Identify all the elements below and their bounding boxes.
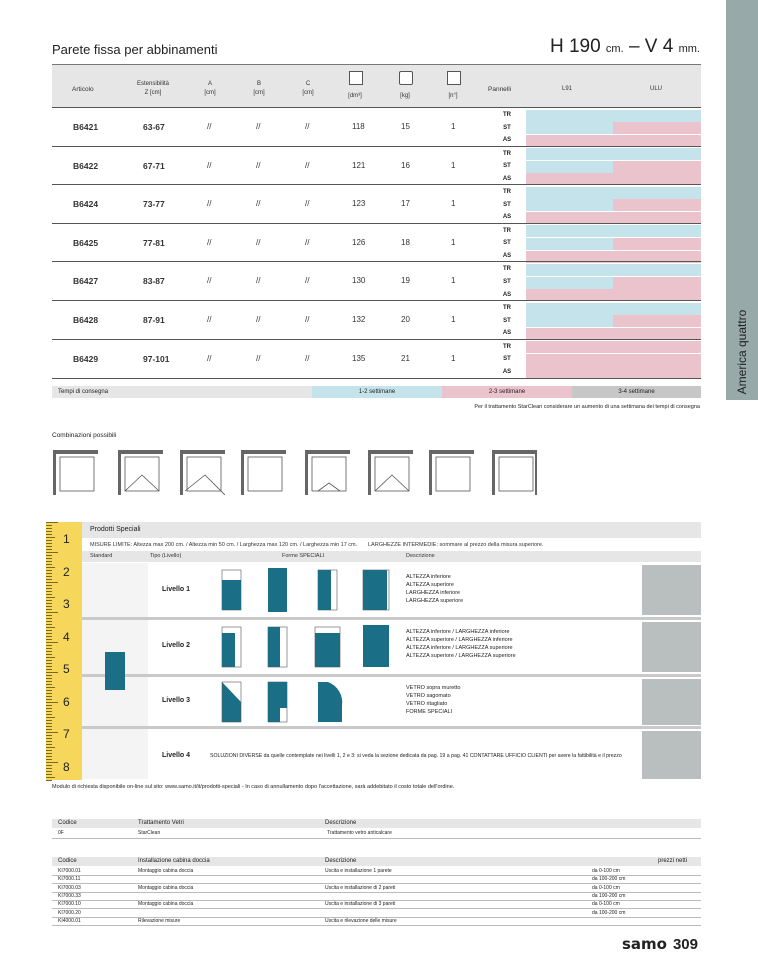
cell-b: // <box>256 237 261 247</box>
footer-brand <box>622 935 698 953</box>
treat-col-tratt: Trattamento Vetri <box>138 820 184 826</box>
panel-st: ST <box>503 279 511 285</box>
l91-availability <box>526 187 613 199</box>
cell-kg: 16 <box>401 160 410 170</box>
panel-st: ST <box>503 201 511 208</box>
cell-code: B6422 <box>73 160 99 171</box>
level-4-price <box>642 731 701 779</box>
ruler-number: 2 <box>63 564 70 579</box>
side-tab <box>726 0 758 400</box>
cell-b: // <box>256 315 261 324</box>
l91-availability <box>526 225 613 237</box>
cell-code: B6425 <box>73 237 99 248</box>
level-1-price <box>642 565 701 615</box>
cell-n: 1 <box>451 353 456 363</box>
combination-diagram <box>367 449 413 495</box>
cell-dm3: 126 <box>352 237 366 247</box>
cell-code: B6427 <box>73 276 99 287</box>
panel-st: ST <box>503 163 511 170</box>
cell-a: // <box>207 353 212 363</box>
combination-diagram <box>240 449 286 495</box>
ruler-number: 8 <box>63 759 70 774</box>
ruler-number: 7 <box>63 727 70 741</box>
page-number: 309 <box>672 936 698 953</box>
l91-availability <box>526 354 613 366</box>
row-divider <box>52 107 701 108</box>
panel-as: AS <box>502 175 512 182</box>
level-1-shapes <box>210 567 400 613</box>
ruler-number: 5 <box>63 662 70 676</box>
delivery-label: Tempi di consegna <box>58 389 109 395</box>
cell-n: 1 <box>451 276 456 286</box>
cell-b: // <box>256 276 261 286</box>
table-row: KI7000.10 Montaggio cabina doccia Uscita e installazione di 3 pareti da 0-100 cm <box>52 900 701 909</box>
special-title: Prodotti Speciali <box>90 526 141 533</box>
ulu-availability <box>613 199 701 211</box>
level-separator <box>82 617 701 620</box>
cell-dm3: 130 <box>352 276 366 286</box>
panel-as: AS <box>502 291 512 298</box>
row-divider <box>52 339 701 340</box>
inst-col-price: prezzi netti <box>658 858 688 864</box>
package-count-icon <box>447 71 461 85</box>
cell-dm3: 135 <box>352 353 366 363</box>
dimensions-headline: H 190 cm. – V 4 mm. <box>549 36 700 57</box>
cell-z: 83-87 <box>143 276 165 287</box>
level-2-price <box>642 622 701 672</box>
cell-dm3: 118 <box>352 122 365 131</box>
combination-diagram <box>117 449 163 495</box>
panel-as: AS <box>502 214 512 221</box>
cell-dm3: 121 <box>352 160 366 170</box>
table-row: KI7000.11 da 100-200 cm <box>52 875 701 884</box>
table-header <box>52 65 701 107</box>
cell-a: // <box>207 315 212 324</box>
col-standard: Standard <box>90 553 113 559</box>
l91-availability <box>526 277 613 289</box>
table-row: KI7000.01 Montaggio cabina doccia Uscita e installazione 1 parete da 0-100 cm <box>52 867 701 876</box>
row-divider <box>52 223 701 224</box>
l91-availability <box>526 341 613 353</box>
l91-availability <box>526 110 613 122</box>
ulu-availability <box>613 148 701 160</box>
combination-diagram <box>428 449 474 495</box>
cell-kg: 18 <box>401 237 410 247</box>
level-1-description: ALTEZZA inferiore ALTEZZA superiore LARGHEZZA inferiore LARGHEZZA superiore <box>406 574 464 604</box>
cell-c: // <box>305 353 310 363</box>
level-2-description: ALTEZZA inferiore / LARGHEZZA inferiore ALTEZZA superiore / LARGHEZZA inferiore ALTEZZA inferiore / LARGHEZZA superiore ALTEZZA superiore / LARGHEZZA superiore <box>406 629 516 659</box>
box-volume-icon <box>349 71 363 85</box>
ulu-availability <box>613 366 701 378</box>
ulu-availability <box>613 238 701 250</box>
cell-z: 77-81 <box>143 237 165 248</box>
col-articolo: Articolo <box>72 86 94 93</box>
treat-col-desc: Descrizione <box>325 820 357 826</box>
cell-n: 1 <box>451 199 456 209</box>
level-3-label: Livello 3 <box>162 697 191 704</box>
measuring-tape-graphic <box>46 522 82 780</box>
row-divider <box>52 378 701 379</box>
cell-kg: 17 <box>401 199 410 209</box>
cell-b: // <box>256 353 261 363</box>
cell-n: 1 <box>451 160 456 170</box>
panel-st: ST <box>503 317 511 324</box>
cell-n: 1 <box>451 237 456 247</box>
weight-icon <box>399 71 413 85</box>
cell-z: 87-91 <box>143 315 165 325</box>
page-title: Parete fissa per abbinamenti <box>52 42 218 57</box>
cell-z: 63-67 <box>143 122 165 132</box>
level-3-price <box>642 679 701 725</box>
col-n: [n°] <box>448 93 458 99</box>
combinations-label: Combinazioni possibili <box>52 432 117 439</box>
cell-code: B6421 <box>73 122 99 132</box>
l91-availability <box>526 303 613 315</box>
row-divider <box>52 146 701 147</box>
cell-a: // <box>207 122 212 131</box>
delivery-3-4: 3-4 settimane <box>572 386 701 398</box>
panel-tr: TR <box>503 305 511 311</box>
side-tab-label: America quattro <box>735 309 749 395</box>
cell-c: // <box>305 199 310 209</box>
combination-diagram <box>179 449 225 495</box>
col-forme: Forme SPECIALI <box>282 553 325 559</box>
special-products-header <box>82 522 701 538</box>
cell-z: 73-77 <box>143 199 165 210</box>
brand-logo: samo <box>621 935 667 953</box>
cell-z: 67-71 <box>143 160 165 171</box>
panel-as: AS <box>502 368 512 375</box>
cell-b: // <box>256 199 261 209</box>
l91-availability <box>526 264 613 276</box>
l91-availability <box>526 148 613 160</box>
cell-a: // <box>207 160 212 170</box>
panel-st: ST <box>503 124 511 131</box>
ruler-number: 3 <box>63 597 70 611</box>
l91-availability <box>526 315 613 327</box>
cell-a: // <box>207 237 212 247</box>
treatment-header <box>52 819 701 828</box>
cell-dm3: 123 <box>352 199 366 209</box>
level-2-label: Livello 2 <box>162 642 191 649</box>
cell-c: // <box>305 237 310 247</box>
cell-kg: 20 <box>401 315 410 324</box>
cell-b: // <box>256 160 261 170</box>
l91-availability <box>526 366 613 378</box>
special-intermediate: LARGHEZZE INTERMEDIE: sommare al prezzo della misura superiore. <box>368 542 544 548</box>
combination-diagram <box>304 449 350 495</box>
table-row: KI7000.33 da 100-200 cm <box>52 892 701 901</box>
col-b: B [cm] <box>253 81 265 96</box>
level-3-shapes <box>210 680 400 724</box>
install-header <box>52 857 701 866</box>
cell-a: // <box>207 276 212 286</box>
ruler-number: 6 <box>63 694 70 709</box>
level-3-description: VETRO sopra muretto VETRO sagomato VETRO ritagliato FORME SPECIALI <box>406 685 461 715</box>
level-separator <box>82 726 701 729</box>
panel-tr: TR <box>503 150 511 157</box>
cell-a: // <box>207 199 212 209</box>
cell-c: // <box>305 276 310 286</box>
treat-col-codice: Codice <box>58 820 77 826</box>
combination-diagram <box>52 449 98 495</box>
l91-availability <box>526 161 613 173</box>
l91-availability <box>526 122 613 134</box>
height-unit: cm. <box>605 43 624 55</box>
cell-code: B6429 <box>73 353 99 364</box>
row-divider <box>52 184 701 185</box>
col-tipo: Tipo (Livello) <box>150 553 182 559</box>
panel-as: AS <box>502 137 512 144</box>
col-descrizione: Descrizione <box>406 553 435 559</box>
col-pannelli: Pannelli <box>488 86 512 93</box>
delivery-bar <box>52 386 701 398</box>
panel-as: AS <box>502 253 512 259</box>
cell-c: // <box>305 122 310 131</box>
table-row: 0F StarClean Trattamento vetro anticalcare <box>52 829 701 839</box>
row-divider <box>52 261 701 262</box>
cell-b: // <box>256 122 261 131</box>
cell-kg: 19 <box>401 276 410 286</box>
level-4-label: Livello 4 <box>162 752 191 759</box>
row-divider <box>52 300 701 301</box>
delivery-1-2: 1-2 settimane <box>312 386 442 398</box>
col-kg: [kg] <box>400 93 410 99</box>
level-4-description: SOLUZIONI DIVERSE da quelle contemplate nei livelli 1, 2 e 3: si veda la sezione dedicata da pag. 19 a pag. 41 CONTATTARE UFFICIO CLIENTI per avere la fattibilità e il prezzo <box>210 753 622 759</box>
col-a: A [cm] <box>204 81 216 96</box>
thickness-unit: mm. <box>678 43 700 55</box>
ruler-number: 4 <box>63 629 70 644</box>
panel-as: AS <box>502 330 512 337</box>
inst-col-codice: Codice <box>58 858 77 864</box>
col-dm3: [dm³] <box>348 93 362 99</box>
col-estensibilita: Estensibilità Z [cm] <box>136 81 169 96</box>
panel-tr: TR <box>503 343 511 350</box>
ulu-availability <box>613 122 701 134</box>
starclean-note: Per il trattamento StarClean considerare un aumento di una settimana dei tempi di consegna <box>474 404 700 410</box>
inst-col-desc: Descrizione <box>325 858 357 864</box>
standard-panel-icon <box>105 652 125 690</box>
panel-tr: TR <box>503 266 511 273</box>
cell-n: 1 <box>451 122 456 131</box>
ulu-availability <box>613 187 701 199</box>
cell-kg: 21 <box>401 353 410 363</box>
panel-tr: TR <box>503 189 511 196</box>
delivery-2-3: 2-3 settimane <box>442 386 572 398</box>
thickness-value: V 4 <box>644 36 674 57</box>
ulu-availability <box>613 303 701 315</box>
combination-diagram <box>491 449 537 495</box>
panel-tr: TR <box>503 227 511 234</box>
ulu-availability <box>613 341 701 353</box>
cell-z: 97-101 <box>143 353 170 364</box>
level-separator <box>82 674 701 677</box>
ulu-availability <box>613 161 701 173</box>
table-row: KI4000.01 Rilevazione misure Uscita e rilevazione delle misure <box>52 917 701 926</box>
cell-n: 1 <box>451 315 456 324</box>
l91-availability <box>526 199 613 211</box>
ulu-availability <box>613 354 701 366</box>
level-1-label: Livello 1 <box>162 586 191 593</box>
col-l91: L91 <box>562 86 573 92</box>
panel-st: ST <box>503 356 511 363</box>
table-row: KI7000.20 da 100-200 cm <box>52 909 701 918</box>
cell-code: B6424 <box>73 199 99 210</box>
panel-st: ST <box>503 240 511 247</box>
cell-dm3: 132 <box>352 315 366 324</box>
ruler-number: 1 <box>63 532 70 546</box>
cell-c: // <box>305 160 310 170</box>
module-note: Modulo di richiesta disponibile on-line sul sito: www.samo.it/it/prodotti-speciali - In caso di annullamento dopo l'accettazione, sarà addebitato il costo totale dell'ordine. <box>52 784 455 790</box>
panel-tr: TR <box>503 112 511 118</box>
cell-c: // <box>305 315 310 324</box>
level-2-shapes <box>210 624 400 670</box>
ulu-availability <box>613 264 701 276</box>
cell-code: B6428 <box>73 315 99 325</box>
cell-kg: 15 <box>401 122 410 131</box>
height-value: H 190 <box>549 36 601 57</box>
special-limits: MISURE LIMITE: Altezza max 200 cm. / Altezza min 50 cm. / Larghezza max 120 cm. / Larghezza min 17 cm. <box>90 542 358 548</box>
table-row: KI7000.03 Montaggio cabina doccia Uscita e installazione di 2 pareti da 0-100 cm <box>52 884 701 893</box>
l91-availability <box>526 238 613 250</box>
ulu-availability <box>613 225 701 237</box>
ulu-availability <box>613 315 701 327</box>
col-c: C [cm] <box>302 81 314 96</box>
ulu-availability <box>613 110 701 122</box>
ulu-availability <box>613 277 701 289</box>
inst-col-inst: Installazione cabina doccia <box>138 858 210 864</box>
col-ulu: ULU <box>650 86 663 92</box>
